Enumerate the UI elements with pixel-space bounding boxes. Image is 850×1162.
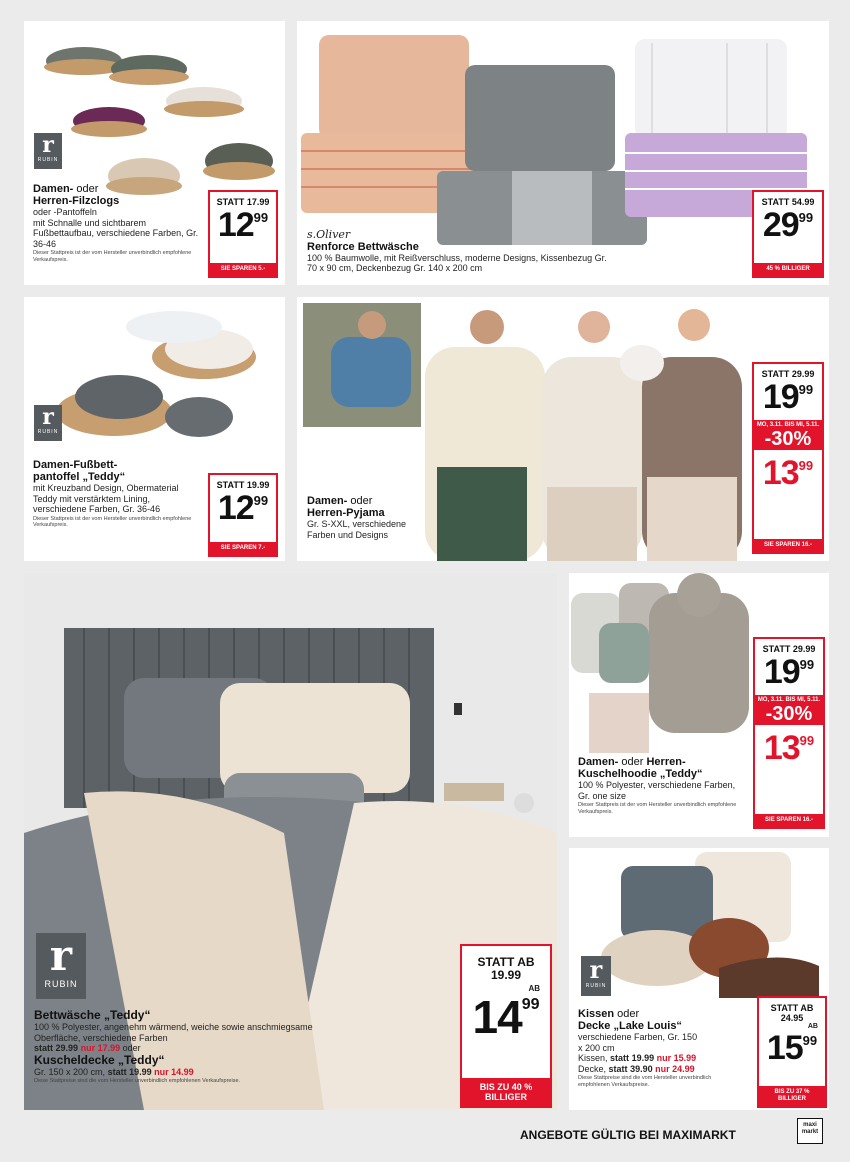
- product-description: Gr. S-XXL, verschiedene Farben und Designs: [307, 519, 407, 540]
- title-part: Kissen: [578, 1008, 615, 1020]
- title-part: Damen-: [578, 756, 619, 768]
- price-disclaimer: Diese Stattpreise sind die vom Hersteller unverbindlich empfohlenen Verkaufspreise.: [34, 1078, 241, 1084]
- rubin-logo: r RUBIN: [36, 933, 86, 999]
- product-title: Renforce Bettwäsche: [307, 240, 419, 253]
- product-title: Herren-Filzclogs: [33, 195, 120, 207]
- product-text: [33, 459, 203, 529]
- product-description: 100 % Polyester, verschiedene Farben, Gr. one size: [578, 780, 736, 801]
- discount-dates: MO, 3.11. BIS MI, 5.11.: [757, 697, 821, 703]
- product-subtitle: oder -Pantoffeln: [33, 207, 97, 217]
- savings-label: 45 % BILLIGER: [754, 263, 822, 276]
- price-disclaimer: Dieser Stattpreis ist der vom Hersteller unverbindlich empfohlene Verkaufspreis.: [33, 250, 192, 263]
- brand-name: s.Oliver: [307, 228, 351, 241]
- sale-price: 13 99: [763, 728, 815, 767]
- old-price: STATT 17.99: [216, 197, 270, 207]
- title-part: Damen-: [307, 495, 348, 507]
- product-text: [578, 1008, 758, 1088]
- discount-dates: MO, 3.11. BIS MI, 5.11.: [756, 422, 820, 428]
- regular-price: 19 99: [762, 378, 814, 416]
- discount-banner: [754, 420, 822, 450]
- product-title: Bettwäsche „Teddy“: [34, 1008, 151, 1022]
- product-text: [307, 495, 467, 540]
- price-tag-hoodie: [753, 637, 825, 829]
- old-price: STATT 54.99: [761, 197, 815, 207]
- product-description: 100 % Baumwolle, mit Reißverschluss, moderne Designs, Kissenbezug Gr. 70 x 90 cm, Deckenbezug Gr. 140 x 200 cm: [307, 252, 607, 273]
- product-title: Decke „Lake Louis“: [578, 1020, 682, 1032]
- old-price: STATT AB 19.99: [477, 955, 535, 982]
- offer-panel-pyjama: [297, 297, 829, 561]
- product-description: 100 % Polyester, angenehm wärmend, weiche sowie anschmiegsame Oberfläche, verschiedene Farben: [34, 1022, 313, 1043]
- price-disclaimer: Dieser Stattpreis ist der vom Hersteller unverbindlich empfohlene Verkaufspreis.: [33, 515, 192, 528]
- product-text: Damen- oder Herren- Kuschelhoodie „Teddy“ 100 % Polyester, verschiedene Farben, Gr. one size Dieser Stattpreis ist der vom Hersteller unverbindlich empfohlene Verkaufspreis.: [578, 756, 758, 815]
- price-tag-filzclogs: [208, 190, 278, 278]
- product-description: mit Kreuzband Design, Obermaterial Teddy mit verstärktem Lining, verschiedene Farben, Gr. 36-46: [33, 483, 179, 514]
- bettwaesche-price-line: statt 29.99 nur 17.99 oder: [34, 1043, 141, 1053]
- offer-panel-bettwaesche-oliver: [297, 21, 829, 285]
- old-price: STATT 29.99: [762, 644, 816, 654]
- price-tag-fussbett: [208, 473, 278, 557]
- price-tag-lake-louis: [757, 996, 827, 1108]
- product-text: [33, 183, 203, 263]
- rubin-logo: r RUBIN: [34, 133, 62, 169]
- price: 12 99: [217, 206, 269, 244]
- product-text: [307, 230, 727, 274]
- title-connector: oder: [73, 183, 99, 195]
- decke-price-line: Decke, statt 39.90 nur 24.99: [578, 1063, 695, 1074]
- savings-label: SIE SPAREN 5.-: [210, 263, 276, 276]
- price-tag-pyjama: [752, 362, 824, 554]
- kissen-price-line: Kissen, statt 19.99 nur 15.99: [578, 1053, 697, 1063]
- product-title-2: Kuscheldecke „Teddy“: [34, 1052, 165, 1067]
- title-part: Damen-: [33, 183, 74, 195]
- title-connector: oder: [614, 1008, 640, 1020]
- product-title: Herren-Pyjama: [307, 507, 385, 519]
- product-text: [34, 1009, 374, 1085]
- product-description: mit Schnalle und sichtbarem Fußbettaufbau, verschiedene Farben, Gr. 36-46: [33, 217, 199, 249]
- sale-price: 13 99: [762, 453, 814, 492]
- teddy-slippers-photo: [24, 297, 285, 457]
- old-price: STATT AB 24.95: [770, 1003, 814, 1023]
- validity-footer: ANGEBOTE GÜLTIG BEI MAXIMARKT: [520, 1128, 736, 1142]
- savings-label: SIE SPAREN 16.-: [755, 814, 823, 827]
- ab-label: AB: [807, 1023, 818, 1030]
- product-description: verschiedene Farben, Gr. 150 x 200 cm: [578, 1032, 698, 1053]
- ab-label: AB: [528, 984, 540, 993]
- price-tag-oliver: [752, 190, 824, 278]
- rubin-logo: r RUBIN: [34, 405, 62, 441]
- discount-percent: -30%: [764, 427, 812, 450]
- maximarkt-logo: maxi markt: [797, 1118, 823, 1144]
- discount-banner: [755, 695, 823, 725]
- title-connector: oder: [347, 495, 373, 507]
- savings-label: BIS ZU 40 % BILLIGER: [462, 1078, 550, 1106]
- discount-percent: -30%: [765, 702, 813, 725]
- price: 29 99: [762, 206, 814, 244]
- price: 14 99: [472, 991, 540, 1043]
- teddy-slippers-illustration: [24, 297, 285, 457]
- bedding-illustration: [297, 21, 829, 253]
- savings-label: SIE SPAREN 16.-: [754, 539, 822, 552]
- rubin-logo: r RUBIN: [581, 956, 611, 996]
- price-tag-teddy: [460, 944, 552, 1108]
- price: 15 99: [766, 1029, 818, 1067]
- regular-price: 19 99: [763, 653, 815, 691]
- price-disclaimer: Diese Stattpreise sind die vom Hersteller unverbindlich empfohlenen Verkaufspreise.: [578, 1075, 712, 1088]
- product-title: Damen-Fußbett-pantoffel „Teddy“: [33, 459, 126, 483]
- old-price: STATT 29.99: [761, 369, 815, 379]
- price-disclaimer: Dieser Stattpreis ist der vom Hersteller unverbindlich empfohlene Verkaufspreis.: [578, 802, 737, 815]
- kuscheldecke-price-line: Gr. 150 x 200 cm, statt 19.99 nur 14.99: [34, 1066, 194, 1077]
- product-title: Kuschelhoodie „Teddy“: [578, 768, 703, 780]
- bedding-photo: [297, 21, 829, 253]
- old-price: STATT 19.99: [216, 480, 270, 490]
- price: 12 99: [217, 489, 269, 527]
- title-connector: oder: [618, 756, 644, 768]
- savings-label: SIE SPAREN 7.-: [210, 542, 276, 555]
- savings-label: BIS ZU 37 % BILLIGER: [759, 1086, 825, 1106]
